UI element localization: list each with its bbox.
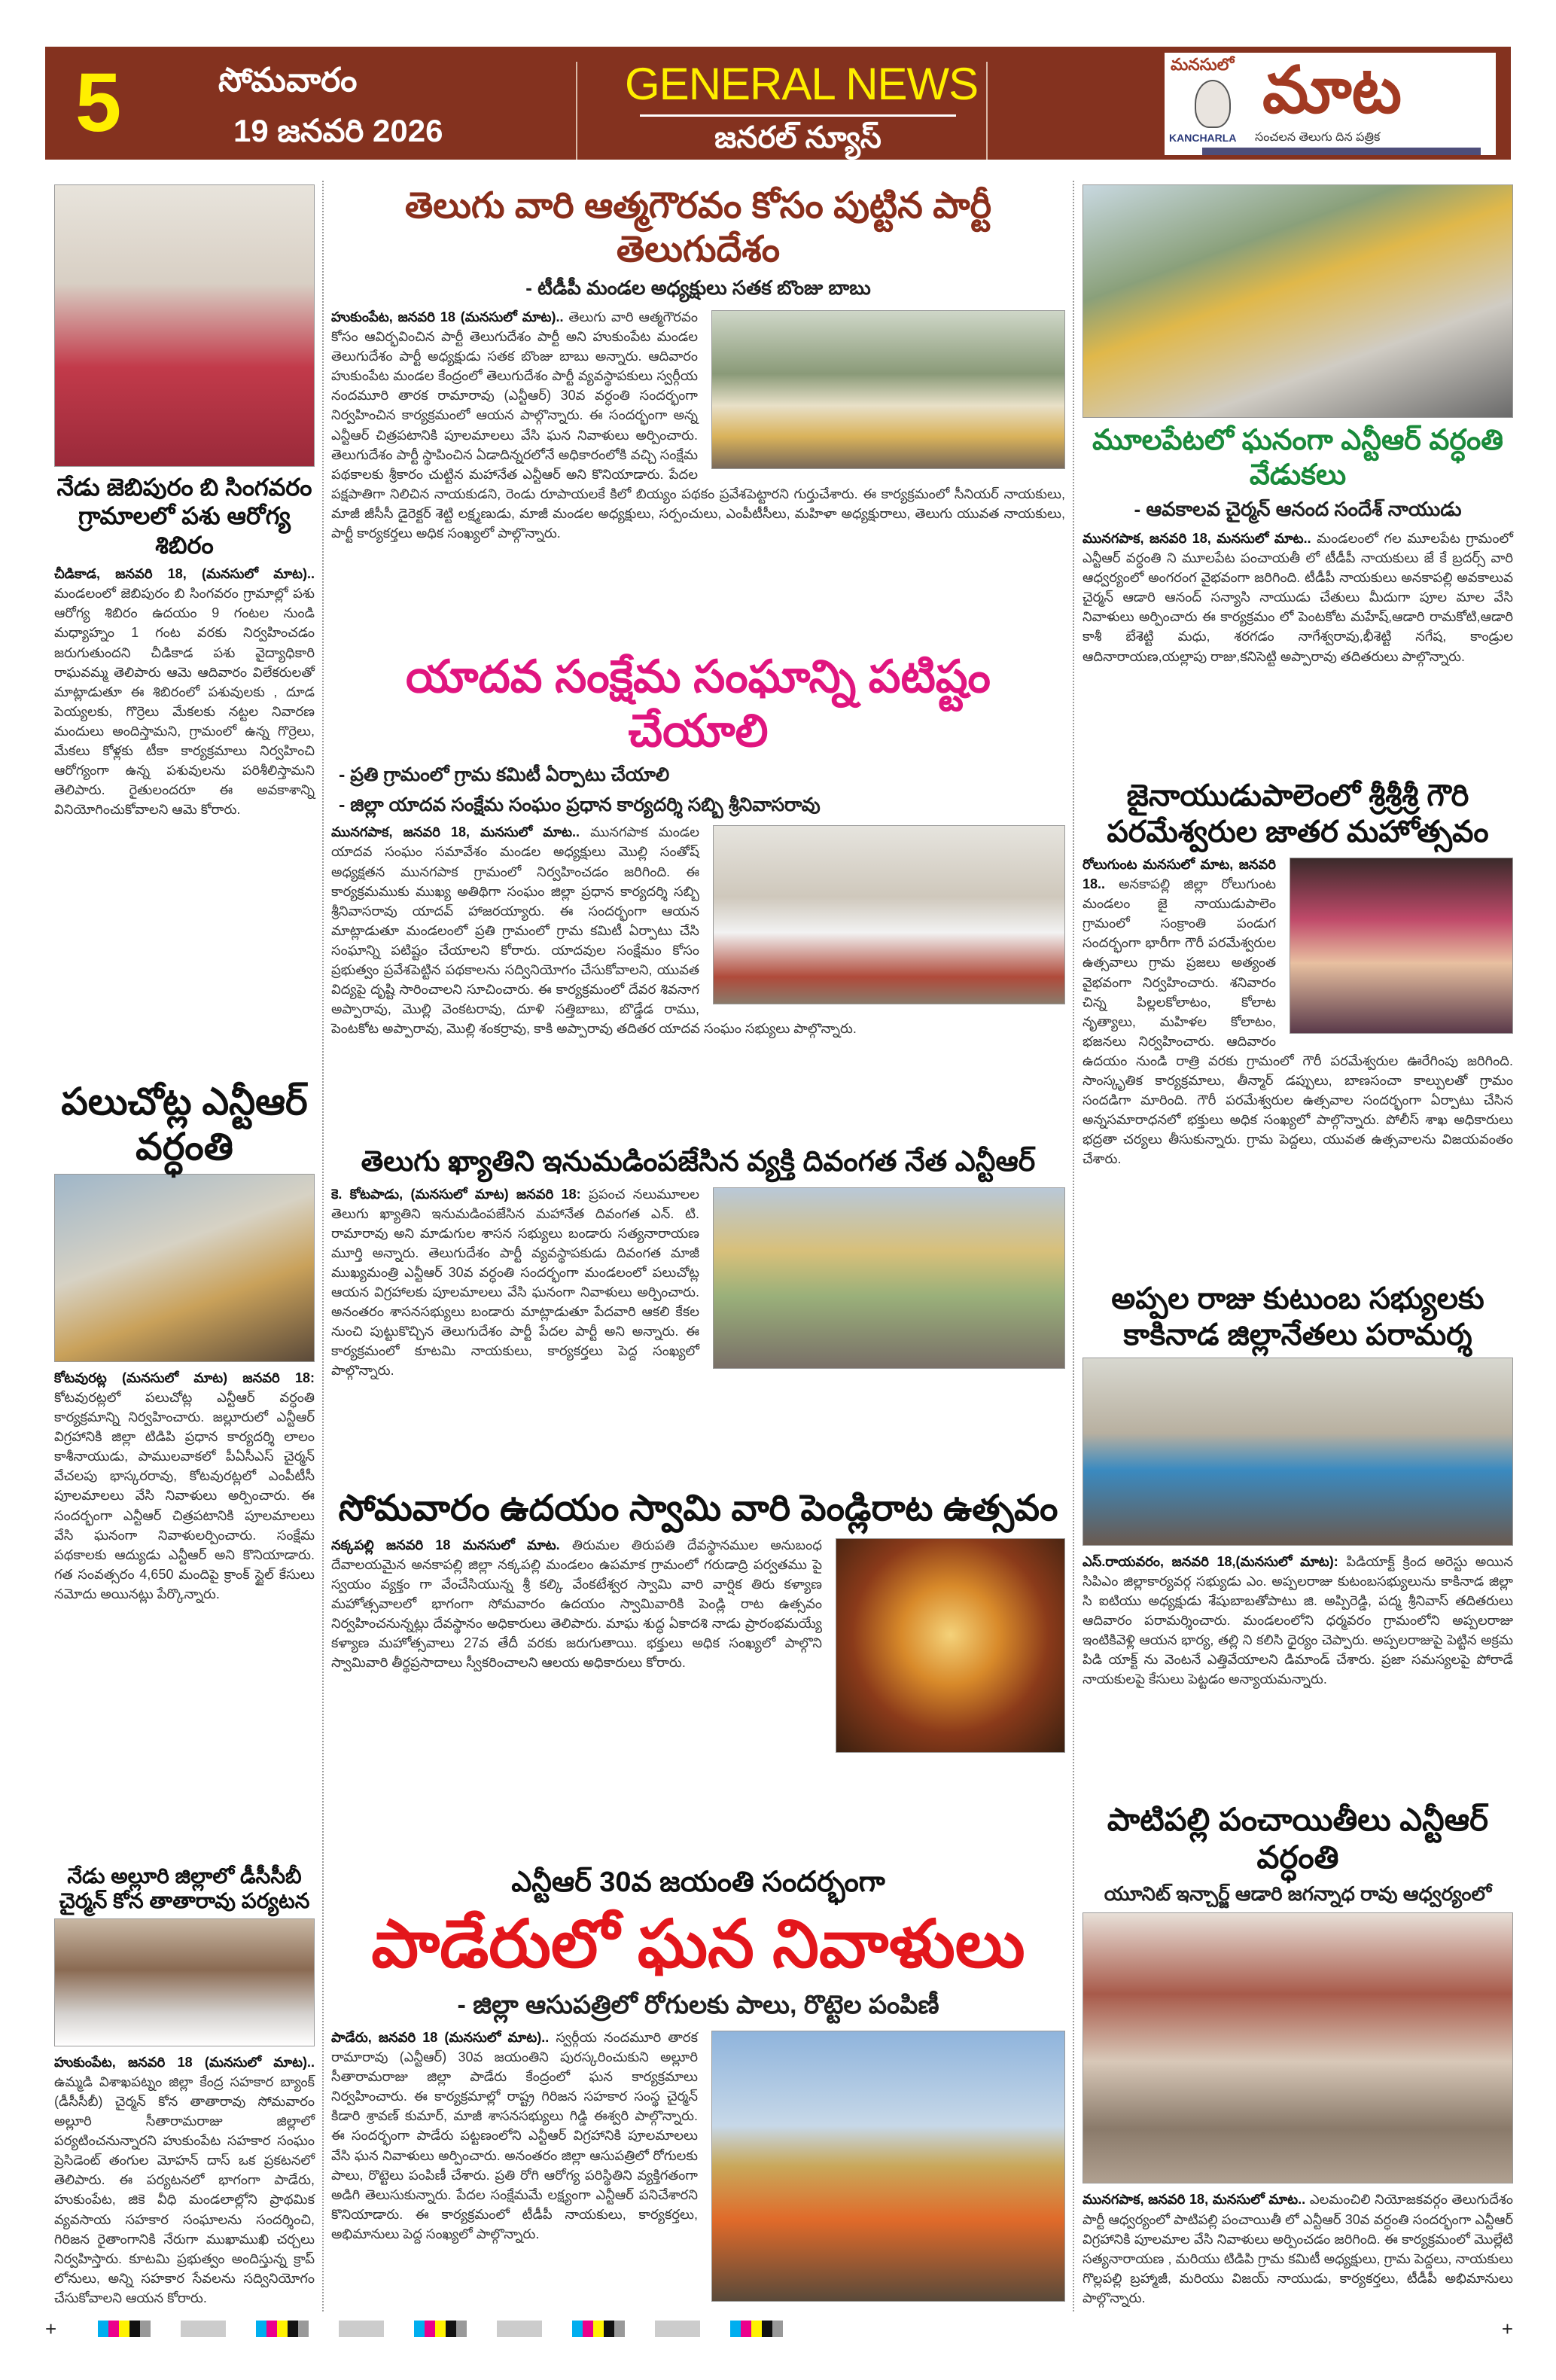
article: [331, 1145, 1065, 1381]
logo-tagline: సంచలన తెలుగు దిన పత్రిక: [1255, 131, 1381, 144]
headline: జైనాయుడుపాలెంలో శ్రీశ్రీశ్రీ గౌరి పరమేశ్వరుల జాతర మహోత్సవం: [1107, 779, 1489, 849]
section-title-te: జనరల్ న్యూస్: [714, 121, 882, 154]
article: [54, 1079, 315, 1604]
article-photo-ntr-anniversary: [1083, 184, 1513, 418]
color-swatches: [98, 2321, 783, 2341]
article-photo-woman-portrait: [54, 184, 315, 467]
column-separator: [322, 181, 324, 2311]
dateline: కోటవురట్ల (మనసులో మాట) జనవరి 18:: [54, 1370, 315, 1385]
subheadline-bullet: - జిల్లా యాదవ సంక్షేమ సంఘం ప్రధాన కార్యదర్శి సబ్బి శ్రీనివాసరావు: [339, 794, 821, 815]
article-text: స్వర్గీయ నందమూరి తారక రామారావు (ఎన్టీఆర్) 30వ జయంతిని పురస్కరించుకుని అల్లూరి సీతారామరాజు జిల్లా పాడేరు కేంద్రంలో ఘన కార్యక్రమాలు నిర్వహించారు. ఈ కార్యక్రమాల్లో రాష్ట్ర గిరిజన సహకార సంస్థ చైర్మన్ కిడారి శ్రావణ్ కుమార్, మాజీ శాసనసభ్యులు గిడ్డి ఈశ్వరి పాల్గొన్నారు. ఈ సందర్భంగా పాడేరు పట్టణంలోని ఎన్టీఆర్ విగ్రహానికి పూలమాలలు వేసి ఘన నివాళులు అర్పించారు. అనంతరం జిల్లా ఆసుపత్రిలో రోగులకు పాలు, రొట్టెలు పంపిణీ చేశారు. ప్రతి రోగి ఆరోగ్య పరిస్థితిని వ్యక్తిగతంగా అడిగి తెలుసుకున్నారు. పేదల సంక్షేమమే లక్ష్యంగా ఎన్టీఆర్ పనిచేశారని కొనియాడారు. ఈ కార్యక్రమంలో టీడీపీ నాయకులు, కార్యకర్తలు, అభిమానులు పెద్ద సంఖ్యలో పాల్గొన్నారు.: [331, 2029, 698, 2241]
article-body: [54, 2052, 315, 2308]
dateline: రోలుగుంట మనసులో మాట, జనవరి 18..: [1083, 856, 1276, 892]
headline: తెలుగు ఖ్యాతిని ఇనుమడింపజేసిన వ్యక్తి దివంగత నేత ఎన్టీఆర్: [361, 1146, 1036, 1178]
article-photo-family-visit: [1083, 1358, 1513, 1546]
article-photo-man-portrait: [54, 1918, 315, 2046]
headline: సోమవారం ఉదయం స్వామి వారి పెండ్లిరాట ఉత్సవం: [338, 1489, 1058, 1529]
headline: నేడు జెబిపురం బి సింగవరం గ్రామాలలో పశు ఆరోగ్య శిబిరం: [56, 474, 312, 559]
headline: పాడేరులో ఘన నివాళులు: [371, 1906, 1025, 1982]
right-column: [1083, 184, 1513, 2308]
article-body: [1083, 2190, 1513, 2308]
dateline: మునగపాక, జనవరి 18, మనసులో మాట..: [331, 824, 580, 840]
section-title-rule: [640, 114, 956, 117]
article: [331, 650, 1065, 1039]
subheadline: - జిల్లా ఆసుపత్రిలో రోగులకు పాలు, రొట్టెల పంపిణీ: [457, 1990, 939, 2019]
article-photo-deity: [836, 1538, 1065, 1753]
registration-mark-icon: +: [45, 2318, 57, 2340]
left-column: [54, 184, 315, 2308]
section-title-en: GENERAL NEWS: [625, 59, 979, 109]
subheadline: - టీడీపీ మండల అధ్యక్షులు సతక బొంజు బాబు: [525, 276, 871, 300]
headline: నేడు అల్లూరి జిల్లాలో డీసీసీబీ చైర్మన్ కోన తాతారావు పర్యటన: [59, 1863, 310, 1913]
dateline: హుకుంపేట, జనవరి 18 (మనసులో మాట)..: [54, 2054, 315, 2070]
article-photo-panchayat-tribute: [1083, 1912, 1513, 2183]
page-number: 5: [75, 56, 122, 149]
logo-small-text: మనసులో: [1171, 55, 1235, 74]
subheadline: - ఆవకాలవ చైర్మన్ ఆనంద సందేశ్ నాయుడు: [1134, 498, 1462, 521]
logo-bar: [1202, 148, 1481, 155]
logo-brand: KANCHARLA: [1169, 132, 1237, 144]
article: [331, 184, 1065, 543]
article-text: మండలంలో జెబిపురం బి సింగవరం గ్రామాల్లో పశు ఆరోగ్య శిబిరం ఉదయం 9 గంటల నుండి మధ్యాహ్నం 1 గంట వరకు నిర్వహించడం జరుగుతుందని చీడికాడ పశు వైద్యాధికారి రాఘవమ్మ తెలిపారు ఆమె ఆదివారం విలేకరులతో మాట్లాడుతూ ఈ శిబిరంలో పశువులకు , దూడ పెయ్యలకు, గొర్రెలు మేకలకు నట్టల నివారణ మందులు అందిస్తామని, గ్రామంలో ఉన్న గొర్రెలు, మేకలు కోళ్లకు టీకా కార్యక్రమాలు నిర్వహించి ఆరోగ్యంగా ఉన్న పశువులను పరిశీలిస్తామని తెలిపారు. రైతులందరూ ఈ అవకాశాన్ని వినియోగించుకోవాలని ఆమె కోరారు.: [54, 586, 315, 818]
subheadline-bullet: - ప్రతి గ్రామంలో గ్రామ కమిటీ ఏర్పాటు చేయాలి: [339, 763, 670, 785]
article: [54, 1863, 315, 2308]
article-text: మునగపాక మండల యాదవ సంఘం సమావేశం మండల అధ్యక్షులు మొల్లి సంతోష్ అధ్యక్షతన మునగపాక గ్రామంలో నిర్వహించడం జరిగింది. ఈ కార్యక్రమముకు ముఖ్య అతిథిగా సంఘం జిల్లా ప్రధాన కార్యదర్శి సబ్బి శ్రీనివాసరావు యాదవ్ హాజరయ్యారు. ఈ సందర్భంగా ఆయన మాట్లాడుతూ మండలంలో ప్రతి గ్రామంలో గ్రామ కమిటీ ఏర్పాటు చేసి సంఘాన్ని పటిష్టం చేయాలని కోరారు. యాదవుల సంక్షేమం కోసం ప్రభుత్వం ప్రవేశపెట్టిన పథకాలను సద్వినియోగం చేసుకోవాలని, యువత విద్యపై దృష్టి సారించాలని సూచించారు. ఈ కార్యక్రమంలో దేవర శివనాగ అప్పారావు, మొల్లి వెంకటరావు, దూళి సత్తిబాబు, బొడ్డేడ రాము, పెంటకోట అప్పారావు, మొల్లి శంకర్రావు, కాకి అప్పారావు తదితర యాదవ సంఘం సభ్యులు పాల్గొన్నారు.: [331, 824, 857, 1037]
dateline: మునగపాక, జనవరి 18, మనసులో మాట..: [1083, 2192, 1306, 2208]
dateline: ఎస్.రాయవరం, జనవరి 18,(మనసులో మాట):: [1083, 1553, 1338, 1569]
headline: పలుచోట్ల ఎన్టీఆర్ వర్ధంతి: [61, 1080, 308, 1168]
article: [331, 1866, 1065, 2308]
dateline: చీడికాడ, జనవరి 18, (మనసులో మాట)..: [54, 566, 315, 582]
article-body: [54, 1368, 315, 1604]
article: [1083, 1281, 1513, 1690]
logo-title: మాట: [1262, 54, 1402, 126]
article-body: [1083, 529, 1513, 666]
headline: మూలపేటలో ఘనంగా ఎన్టీఆర్ వర్ధంతి వేడుకలు: [1092, 425, 1503, 491]
column-separator: [1073, 181, 1074, 2311]
article-text: ప్రపంచ నలుమూలల తెలుగు ఖ్యాతిని ఇనుమడింపజేసిన మహానేత దివంగత ఎన్. టి. రామారావు అని మాడుగుల శాసన సభ్యులు బండారు సత్యనారాయణ మూర్తి అన్నారు. తెలుగుదేశం పార్టీ వ్యవస్థాపకుడు దివంగత మాజీ ముఖ్యమంత్రి ఎన్టీఆర్ 30వ వర్ధంతి సందర్భంగా మండలంలో పలుచోట్ల ఆయన విగ్రహాలకు పూలమాలలు వేసి ఘనంగా నివాళులు అర్పించారు. అనంతరం శాసనసభ్యులు బండారు మాట్లాడుతూ పేదవారి ఆకలి కేకల నుంచి పుట్టుకొచ్చిన తెలుగుదేశం పార్టీ పేదల పార్టీ అని అన్నారు. ఈ కార్యక్రమంలో కూటమి నాయకులు, కార్యకర్తలు పెద్ద సంఖ్యలో పాల్గొన్నారు.: [331, 1186, 700, 1379]
dateline: నక్కపల్లి జనవరి 18 మనసులో మాట.: [331, 1537, 560, 1553]
article-body: [1083, 1552, 1513, 1690]
article-photo-paderu-tribute: [711, 2031, 1065, 2302]
masthead: [45, 47, 1511, 160]
logo-portrait-icon: [1195, 80, 1231, 128]
dateline: మునగపాక, జనవరి 18, మనసులో మాట..: [1083, 530, 1311, 546]
headline: యాదవ సంక్షేమ సంఘాన్ని పటిష్టం చేయాలి: [406, 651, 991, 756]
article-text: పిడియాక్ట్ క్రింద అరెస్టు అయిన సిపిఎం జిల్లాకార్యవర్గ సభ్యుడు ఎం. అప్పలరాజు కుటంబసభ్యులును కాకినాడ జిల్లా సి ఐటియు అధ్యక్షుడు శేషుబాబతోపాటు జి. అప్పిరెడ్డి, పద్మ శ్రీనివాస్ తదితరులు ఆదివారం పరామర్శించారు. మండలంలోని ధర్మవరం గ్రామంలోని అప్పలరాజు ఇంటికివెళ్లి ఆయన భార్య, తల్లి ని కలిసి ధైర్యం చెప్పారు. అప్పలరాజుపై పెట్టిన అక్రమ పిడి యాక్ట్ ను వెంటనే ఎత్తివేయాలని డిమాండ్ చేశారు. ప్రజా సమస్యలపై పోరాడే నాయకులపై కేసులు పెట్టడం అన్యాయమన్నారు.: [1083, 1553, 1514, 1687]
print-color-bar: [45, 2318, 1513, 2340]
dateline: పాడేరు, జనవరి 18 (మనసులో మాట)..: [331, 2029, 550, 2045]
masthead-date: 19 జనవరి 2026: [233, 113, 443, 148]
article-text: మండలంలో గల మూలపేట గ్రామంలో ఎన్టీఆర్ వర్ధంతి ని మూలపేట పంచాయతీ లో టీడీపీ నాయకులు జే కే బ్రదర్స్ వారి ఆధ్వర్యంలో అంగరంగ వైభవంగా జరిగింది. టీడీపీ నాయకులు అనకాపల్లి అవకాలువ చైర్మన్ ఆడారి ఆనంద్ సన్యాసి నాయుడు చేతులు మీదుగా పూల మాల వేసి నివాళులు అర్పించారు ఈ కార్యక్రమం లో పెంటకోట మహేష్,ఆడారి రామకోటి,ఆడారి కాశీ బేశెట్టి మధు, శరగడం నాగేశ్వరావు,భీశెట్టి నగేష, కాండ్రుల ఆదినారాయణ,యల్లాపు రాజు,కనిసెట్టి అప్పారావు తదితరులు పాల్గొన్నారు.: [1083, 530, 1513, 664]
article: [1083, 1801, 1513, 2308]
masthead-divider: [576, 62, 577, 160]
article-photo-yadava-meeting: [713, 825, 1065, 1004]
newspaper-logo: [1165, 53, 1496, 155]
article-text: ఉమ్మడి విశాఖపట్నం జిల్లా కేంద్ర సహకార బ్యాంక్ (డీసీసీబీ) చైర్మన్ కోన తాతారావు సోమవారం అల్లూరి సీతారామరాజు జిల్లాలో పర్యటించనున్నారని హుకుంపేట సహకార సంఘం ప్రెసిడెంట్ తంగుల మోహన్ దాస్ ఒక ప్రకటనలో తెలిపారు. ఈ పర్యటనలో భాగంగా పాడేరు, హుకుంపేట, జికె వీధి మండలాల్లోని ప్రాథమిక వ్యవసాయ సహకార సంఘాలను సందర్శించి, గిరిజన రైతాంగానికి నేరుగా ముఖాముఖి చర్చలు నిర్వహిస్తారు. కూటమి ప్రభుత్వం అందిస్తున్న క్రాప్ లోనులు, అన్ని సహకార సేవలను సద్వినియోగం చేసుకోవాలని ఆయన కోరారు.: [54, 2074, 315, 2305]
article-text: కోటవురట్లలో పలుచోట్ల ఎన్టీఆర్ వర్ధంతి కార్యక్రమాన్ని నిర్వహించారు. జల్లూరులో ఎన్టీఆర్ విగ్రహానికి జిల్లా టిడిపి ప్రధాన కార్యదర్శి లాలం కాశీనాయుడు, పాములవాకలో పీఏసీఎస్ చైర్మన్ వేచలపు భాస్కరరావు, కోటవురట్లలో ఎంపీటీసీ పూలమాలలు వేసి నివాళులు అర్పించారు. ఈ సందర్భంగా ఎన్టీఆర్ చిత్రపటానికి పూలమాలలు వేసి ఘనంగా నివాళులర్పించారు. సంక్షేమ పథకాలకు ఆద్యుడు ఎన్టీఆర్ అని కొనియాడారు. గత సంవత్సరం 4,650 మందిపై క్రాంక్ స్టైల్ కేసులు నమోదు అయినట్లు పేర్కొన్నారు.: [54, 1390, 315, 1601]
kicker: ఎన్టీఆర్ 30వ జయంతి సందర్భంగా: [511, 1866, 885, 1898]
headline: తెలుగు వారి ఆత్మగౌరవం కోసం పుట్టిన పార్టీ తెలుగుదేశం: [404, 186, 992, 270]
article-text: తిరుమల తిరుపతి దేవస్థానముల అనుబంధ దేవాలయమైన అనకాపల్లి జిల్లా నక్కపల్లి మండలం ఉపమాక గ్రామంలో గరుడాద్రి పర్వతము పై స్వయం వ్యక్తం గా వేంచేసియున్న శ్రీ కల్కి వేంకటేశ్వర స్వామి వారి వార్షిక తిరు కళ్యాణ మహోత్సవాలలో భాగంగా సోమవారం ఉదయం స్వామివారికి పెండ్లి రాట ఉత్సవం నిర్వహించనున్నట్లు దేవస్థానం అధికారులు తెలిపారు. మాఘ శుద్ధ ఏకాదశి నాడు ప్రారంభమయ్యే కళ్యాణ మహోత్సవాలు 27వ తేదీ వరకు జరుగుతాయి. భక్తులు అధిక సంఖ్యలో పాల్గొని స్వామివారి తీర్థప్రసాదాలు స్వీకరించాలని ఆలయ అధికారులు కోరారు.: [331, 1537, 822, 1671]
article-photo-tdp-gathering: [711, 310, 1065, 469]
headline: పాటిపల్లి పంచాయితీలు ఎన్టీఆర్ వర్ధంతి: [1107, 1801, 1489, 1876]
masthead-day: సోమవారం: [218, 62, 358, 99]
article: [331, 1487, 1065, 1759]
article-photo-ntr-banner: [713, 1187, 1065, 1369]
dateline: హుకుంపేట, జనవరి 18 (మనసులో మాట)..: [331, 309, 564, 325]
article-text: తెలుగు వారి ఆత్మగౌరవం కోసం ఆవిర్భవించిన పార్టీ తెలుగుదేశం పార్టీ అని హుకుంపేట మండల తెలుగుదేశం పార్టీ అధ్యక్షుడు సతక బొంజు బాబు అన్నారు. ఆదివారం హుకుంపేట మండల కేంద్రంలో తెలుగుదేశం పార్టీ వ్యవస్థాపకులు స్వర్గీయ నందమూరి తారక రామారావు (ఎన్టీఆర్) 30వ వర్ధంతి సందర్భంగా నిర్వహించిన కార్యక్రమంలో ఆయన పాల్గొన్నారు. ఈ సందర్భంగా అన్న ఎన్టీఆర్ చిత్రపటానికి పూలమాలలు వేసి ఘన నివాళులు అర్పించారు. తెలుగుదేశం పార్టీ స్థాపించిన ఏడాదిన్నరలోనే అధికారంలోకి వచ్చి సంక్షేమ పథకాలకు శ్రీకారం చుట్టిన మహానేత ఎన్టీఆర్ అని కొనియాడారు. పేదల పక్షపాతిగా నిలిచిన నాయకుడని, రెండు రూపాయలకే కిలో బియ్యం పథకం ప్రవేశపెట్టారని గుర్తుచేశారు. ఈ కార్యక్రమంలో సీనియర్ నాయకులు, మాజీ జీసీసీ డైరెక్టర్ శెట్టి లక్ష్మణుడు, మాజీ మండల అధ్యక్షులు, సర్పంచులు, ఎంపీటీసీలు, మహిళా అధ్యక్షురాలు, తెలుగు యువత నాయకులు, పార్టీ కార్యకర్తలు అధిక సంఖ్యలో పాల్గొన్నారు.: [331, 309, 1065, 541]
article: [1083, 184, 1513, 666]
subheadline: యూనిట్ ఇన్చార్జ్ ఆడారి జగన్నాధ రావు ఆధ్వర్యంలో: [1104, 1882, 1492, 1905]
article: [1083, 778, 1513, 1169]
article-photo-ntr-statue: [54, 1174, 315, 1362]
article-photo-festival: [1290, 858, 1513, 1034]
center-column: [331, 184, 1065, 2308]
registration-mark-icon: +: [1501, 2318, 1513, 2340]
article-text: అనకాపల్లి జిల్లా రోలుగుంట మండలం జై నాయుడుపాలెం గ్రామంలో సంక్రాంతి పండుగ సందర్భంగా భారీగా గౌరీ పరమేశ్వరుల ఉత్సవాలు గ్రామ ప్రజలు అత్యంత వైభవంగా నిర్వహించారు. శనివారం చిన్న పిల్లలకోలాటం, కోలాట నృత్యాలు, మహిళల కోలాటం, భజనలు నిర్వహించారు. ఆదివారం ఉదయం నుండి రాత్రి వరకు గ్రామంలో గౌరీ పరమేశ్వరుల ఊరేగింపు జరిగింది. సాంస్కృతిక కార్యక్రమాలు, తీన్మార్ డప్పులు, బాణసంచా కాల్పులతో గ్రామం సందడిగా మారింది. గౌరీ పరమేశ్వరుల ఉత్సవాల సందర్భంగా ఏర్పాటు చేసిన అన్నసమారాధనలో భక్తులు అధిక సంఖ్యలో పాల్గొన్నారు. పోలీస్ శాఖ అధికారులు భద్రతా చర్యలు తీసుకున్నారు. గ్రామ పెద్దలు, యువత ఉత్సవాలను విజయవంతం చేశారు.: [1083, 876, 1513, 1167]
dateline: కె. కోటపాడు, (మనసులో మాట) జనవరి 18:: [331, 1186, 581, 1202]
article-text: ఎలమంచిలి నియోజకవర్గం తెలుగుదేశం పార్టీ ఆధ్వర్యంలో పాటిపల్లి పంచాయితీ లో ఎన్టీఆర్ 30వ వర్ధంతి సందర్భంగా ఎన్టీఆర్ విగ్రహానికి పూలమాల వేసి నివాళులు అర్పించడం జరిగింది. ఈ కార్యక్రమంలో మొల్లేటి సత్యనారాయణ , మరియు టిడిపి గ్రామ కమిటీ అధ్యక్షులు, గ్రామ పెద్దలు, నాయకులు గొల్లపల్లి బ్రహ్మాజీ, మరియు విజయ్ నాయుడు, కార్యకర్తలు, టీడీపీ అభిమానులు పాల్గొన్నారు.: [1083, 2192, 1513, 2305]
article-body: [54, 564, 315, 819]
headline: అప్పల రాజు కుటుంబ సభ్యులకు కాకినాడ జిల్లానేతలు పరామర్శ: [1111, 1281, 1484, 1352]
masthead-divider: [986, 62, 988, 160]
article: [54, 184, 315, 819]
